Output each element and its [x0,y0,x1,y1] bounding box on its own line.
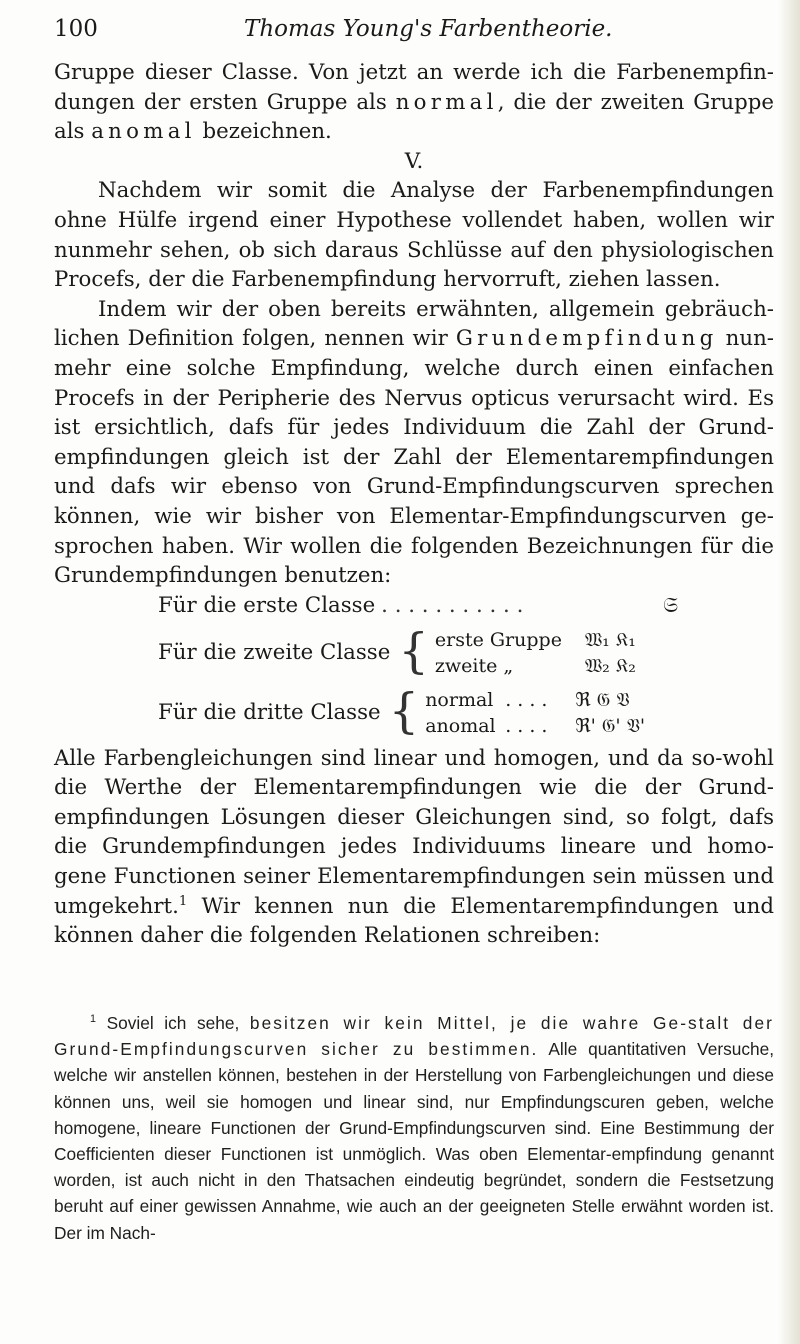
notation-subrow [425,713,678,739]
footnote [54,1010,774,1246]
notation-subrow [435,627,678,653]
leader-dots: . . . . [505,688,548,711]
text-run: Alle quantitativen Versuche, welche wir anstellen können, bestehen in der Herstellung von Farbengleichungen und diese können uns, weil sie homogen und linear sind, nur Empfindungscuren geben, welche homogene, lineare Functionen der Grund-Empfindungscurven sind. Eine Bestimmung der Coefficienten dieser Functionen ist unmöglich. Was oben Elementar-empfindung genannt worden, ist auch nicht in den Thatsachen eindeutig begründet, sondern die Festsetzung beruht auf einer gewissen Annahme, wie auch an der geeigneten Stelle erwähnt worden ist. Der im Nach- [54,1039,774,1243]
notation-subrow [435,653,678,679]
notation-subgroups [425,687,678,739]
leader-dots: . . . . [505,714,548,737]
paragraph-classes-intro [54,58,774,147]
section-number: V. [404,148,424,174]
text-run: Wir kennen nun die Elementarempfindungen und können daher die folgenden Relationen schreiben: [54,893,774,949]
text-run: , die der zweiten Gruppe als [54,89,774,145]
notation-second-class [158,624,678,682]
brace-glyph: { [398,622,429,679]
notation-sublabel: anomal [425,714,496,737]
text-run: Indem wir der oben bereits erwähnten, allgemein gebräuch-lichen Definition folgen, nennen wir [54,296,774,352]
notation-symbol: ℜ' 𝔊' 𝔙' [575,714,646,737]
notation-sublabel: zweite „ [434,654,514,677]
spaced-term-grundempfindung: Grundempfindung [455,326,718,352]
brace-glyph: { [388,682,420,739]
notation-label: Für die zweite Classe [158,639,391,665]
main-text [54,58,774,951]
text-run: nun-mehr eine solche Empfindung, welche durch einen einfachen Procefs in der Peripherie des Nervus opticus verursacht wird. Es ist ersichtlich, dafs für jedes Individuum die Zahl der Grund-empfindungen gleich ist der Zahl der Elementarempfindungen und dafs wir ebenso von Grund-Empfindungscurven sprechen können, wie wir bisher von Elementar-Empfindungscurven ge-sprochen haben. Wir wollen die folgenden Bezeichnungen für die Grundempfindungen benutzen: [54,326,774,589]
paragraph-analysis: Nachdem wir somit die Analyse der Farbenempfindungen ohne Hülfe irgend einer Hypothese vollendet haben, wollen wir nunmehr sehen, ob sich daraus Schlüsse auf den physiologischen Procefs, der die Farbenempfindung hervorruft, ziehen lassen. [54,178,774,293]
notation-sublabel: erste Gruppe [434,628,562,651]
notation-first-class [158,591,678,622]
footnote-block [54,1010,774,1246]
text-run: Soviel ich sehe, [95,1013,250,1033]
notation-symbol: 𝔚₂ 𝔎₂ [584,654,636,677]
notation-sublabel: normal [425,688,494,711]
notation-subgroups [435,627,678,679]
spaced-term-anomal: anomal [91,119,196,145]
text-run: Gruppe dieser Classe. Von jetzt an werde ich die Farbenempfin-dungen der ersten Gruppe als [54,60,774,115]
notation-symbol: 𝔚₁ 𝔎₁ [584,628,636,651]
notation-symbol: ℜ 𝔊 𝔙 [575,688,630,711]
footnote-marker: 1 [90,1013,96,1026]
footnote-spaced-emphasis: besitzen wir kein Mittel, je die wahre Ge-stalt der Grund-Empfindungscurven sicher zu bestimmen. [54,1013,775,1060]
spaced-term-normal: normal [395,89,498,115]
paragraph-definition [54,295,774,591]
notation-table [158,591,678,742]
running-head [54,12,774,52]
notation-symbol: 𝔖 [663,593,678,619]
page-edge-shadow [778,0,800,1344]
paragraph-linearity [54,744,774,951]
text-run: Alle Farbengleichungen sind linear und homogen, und da so-wohl die Werthe der Elementarempfindungen wie die der Grund-empfindungen Lösungen dieser Gleichungen sind, so folgt, dafs die Grundempfindungen jedes Individuums lineare und homo-gene Functionen seiner Elementarempfindungen sein müssen und umgekehrt. [54,745,774,919]
text-run: bezeichnen. [195,119,332,145]
page-number: 100 [54,16,98,42]
notation-third-class [158,684,678,742]
footnote-reference: 1 [178,893,188,909]
notation-subrow [425,687,678,713]
leader-dots: . . . . . . . . . . . [381,593,524,619]
notation-label: Für die erste Classe [158,593,376,619]
notation-label: Für die dritte Classe [158,699,381,725]
running-title: Thomas Young's Farbentheorie. [244,16,613,42]
